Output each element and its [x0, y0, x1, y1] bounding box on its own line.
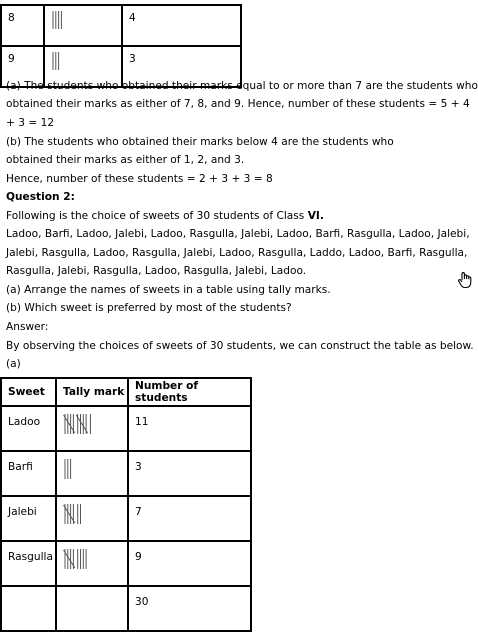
sweet-cell: [1, 586, 56, 631]
tally-cell: [56, 586, 128, 631]
tally-marks: [51, 50, 111, 72]
answer-part: (a): [6, 358, 21, 370]
answer-part-a-line: + 3 = 12: [6, 117, 55, 129]
question-intro: [6, 207, 324, 226]
sweets-tally-table: [0, 377, 252, 632]
table-row: [1, 586, 251, 631]
question-part-a: (a) Arrange the names of sweets in a table using tally marks.: [6, 284, 331, 296]
sweets-list-line: Ladoo, Barfi, Ladoo, Jalebi, Ladoo, Rasgulla, Jalebi, Ladoo, Barfi, Rasgulla, Ladoo, Jalebi,: [6, 228, 470, 240]
tally-marks: [51, 9, 111, 31]
tally-cell: [56, 541, 128, 586]
tally-marks: [63, 457, 123, 481]
sweet-cell: Rasgulla: [1, 541, 56, 586]
table-row: [1, 406, 251, 451]
column-header: Tally mark: [56, 378, 128, 406]
answer-label: Answer:: [6, 321, 49, 333]
count-cell: 3: [122, 46, 241, 87]
tally-marks: [63, 412, 123, 436]
answer-part-b-line: (b) The students who obtained their marks below 4 are the students who: [6, 136, 394, 148]
intro-text: Following is the choice of sweets of 30 students of Class: [6, 210, 308, 222]
question-part-b: (b) Which sweet is preferred by most of the students?: [6, 302, 292, 314]
marks-tally-table: [0, 4, 242, 88]
mark-cell: 8: [1, 5, 44, 46]
sweet-cell: Barfi: [1, 451, 56, 496]
sweets-list-line: Rasgulla, Jalebi, Rasgulla, Ladoo, Rasgulla, Jalebi, Ladoo.: [6, 265, 307, 277]
table-row: [1, 496, 251, 541]
count-cell: 11: [128, 406, 251, 451]
answer-part-b-line: obtained their marks as either of 1, 2, and 3.: [6, 154, 245, 166]
tally-cell: [56, 496, 128, 541]
tally-cell: [56, 406, 128, 451]
table-row: [1, 451, 251, 496]
answer-part-a-line: (a) The students who obtained their marks equal to or more than 7 are the students who: [6, 80, 478, 92]
count-cell: 4: [122, 5, 241, 46]
count-cell: 7: [128, 496, 251, 541]
total-count-cell: 30: [128, 586, 251, 631]
question-heading: Question 2:: [6, 191, 75, 203]
tally-cell: [44, 5, 122, 46]
answer-intro: By observing the choices of sweets of 30 students, we can construct the table as below.: [6, 340, 474, 352]
answer-part-a-line: obtained their marks as either of 7, 8, and 9. Hence, number of these students = 5 + 4: [6, 98, 470, 110]
sweets-list-line: Jalebi, Rasgulla, Ladoo, Rasgulla, Jalebi, Ladoo, Rasgulla, Laddo, Ladoo, Barfi, Rasgulla,: [6, 247, 468, 259]
column-header: Number of students: [128, 378, 251, 406]
tally-marks: [63, 547, 123, 571]
sweet-cell: Ladoo: [1, 406, 56, 451]
count-cell: 9: [128, 541, 251, 586]
answer-part-b-line: Hence, number of these students = 2 + 3 + 3 = 8: [6, 173, 273, 185]
table-row: [1, 541, 251, 586]
mark-cell: 9: [1, 46, 44, 87]
count-cell: 3: [128, 451, 251, 496]
tally-cell: [56, 451, 128, 496]
tally-marks: [63, 502, 123, 526]
column-header: Sweet: [1, 378, 56, 406]
table-row: [1, 5, 241, 46]
class-label: VI.: [307, 210, 324, 222]
sweet-cell: Jalebi: [1, 496, 56, 541]
hand-pointer-icon: [457, 271, 473, 289]
table-header-row: [1, 378, 251, 406]
